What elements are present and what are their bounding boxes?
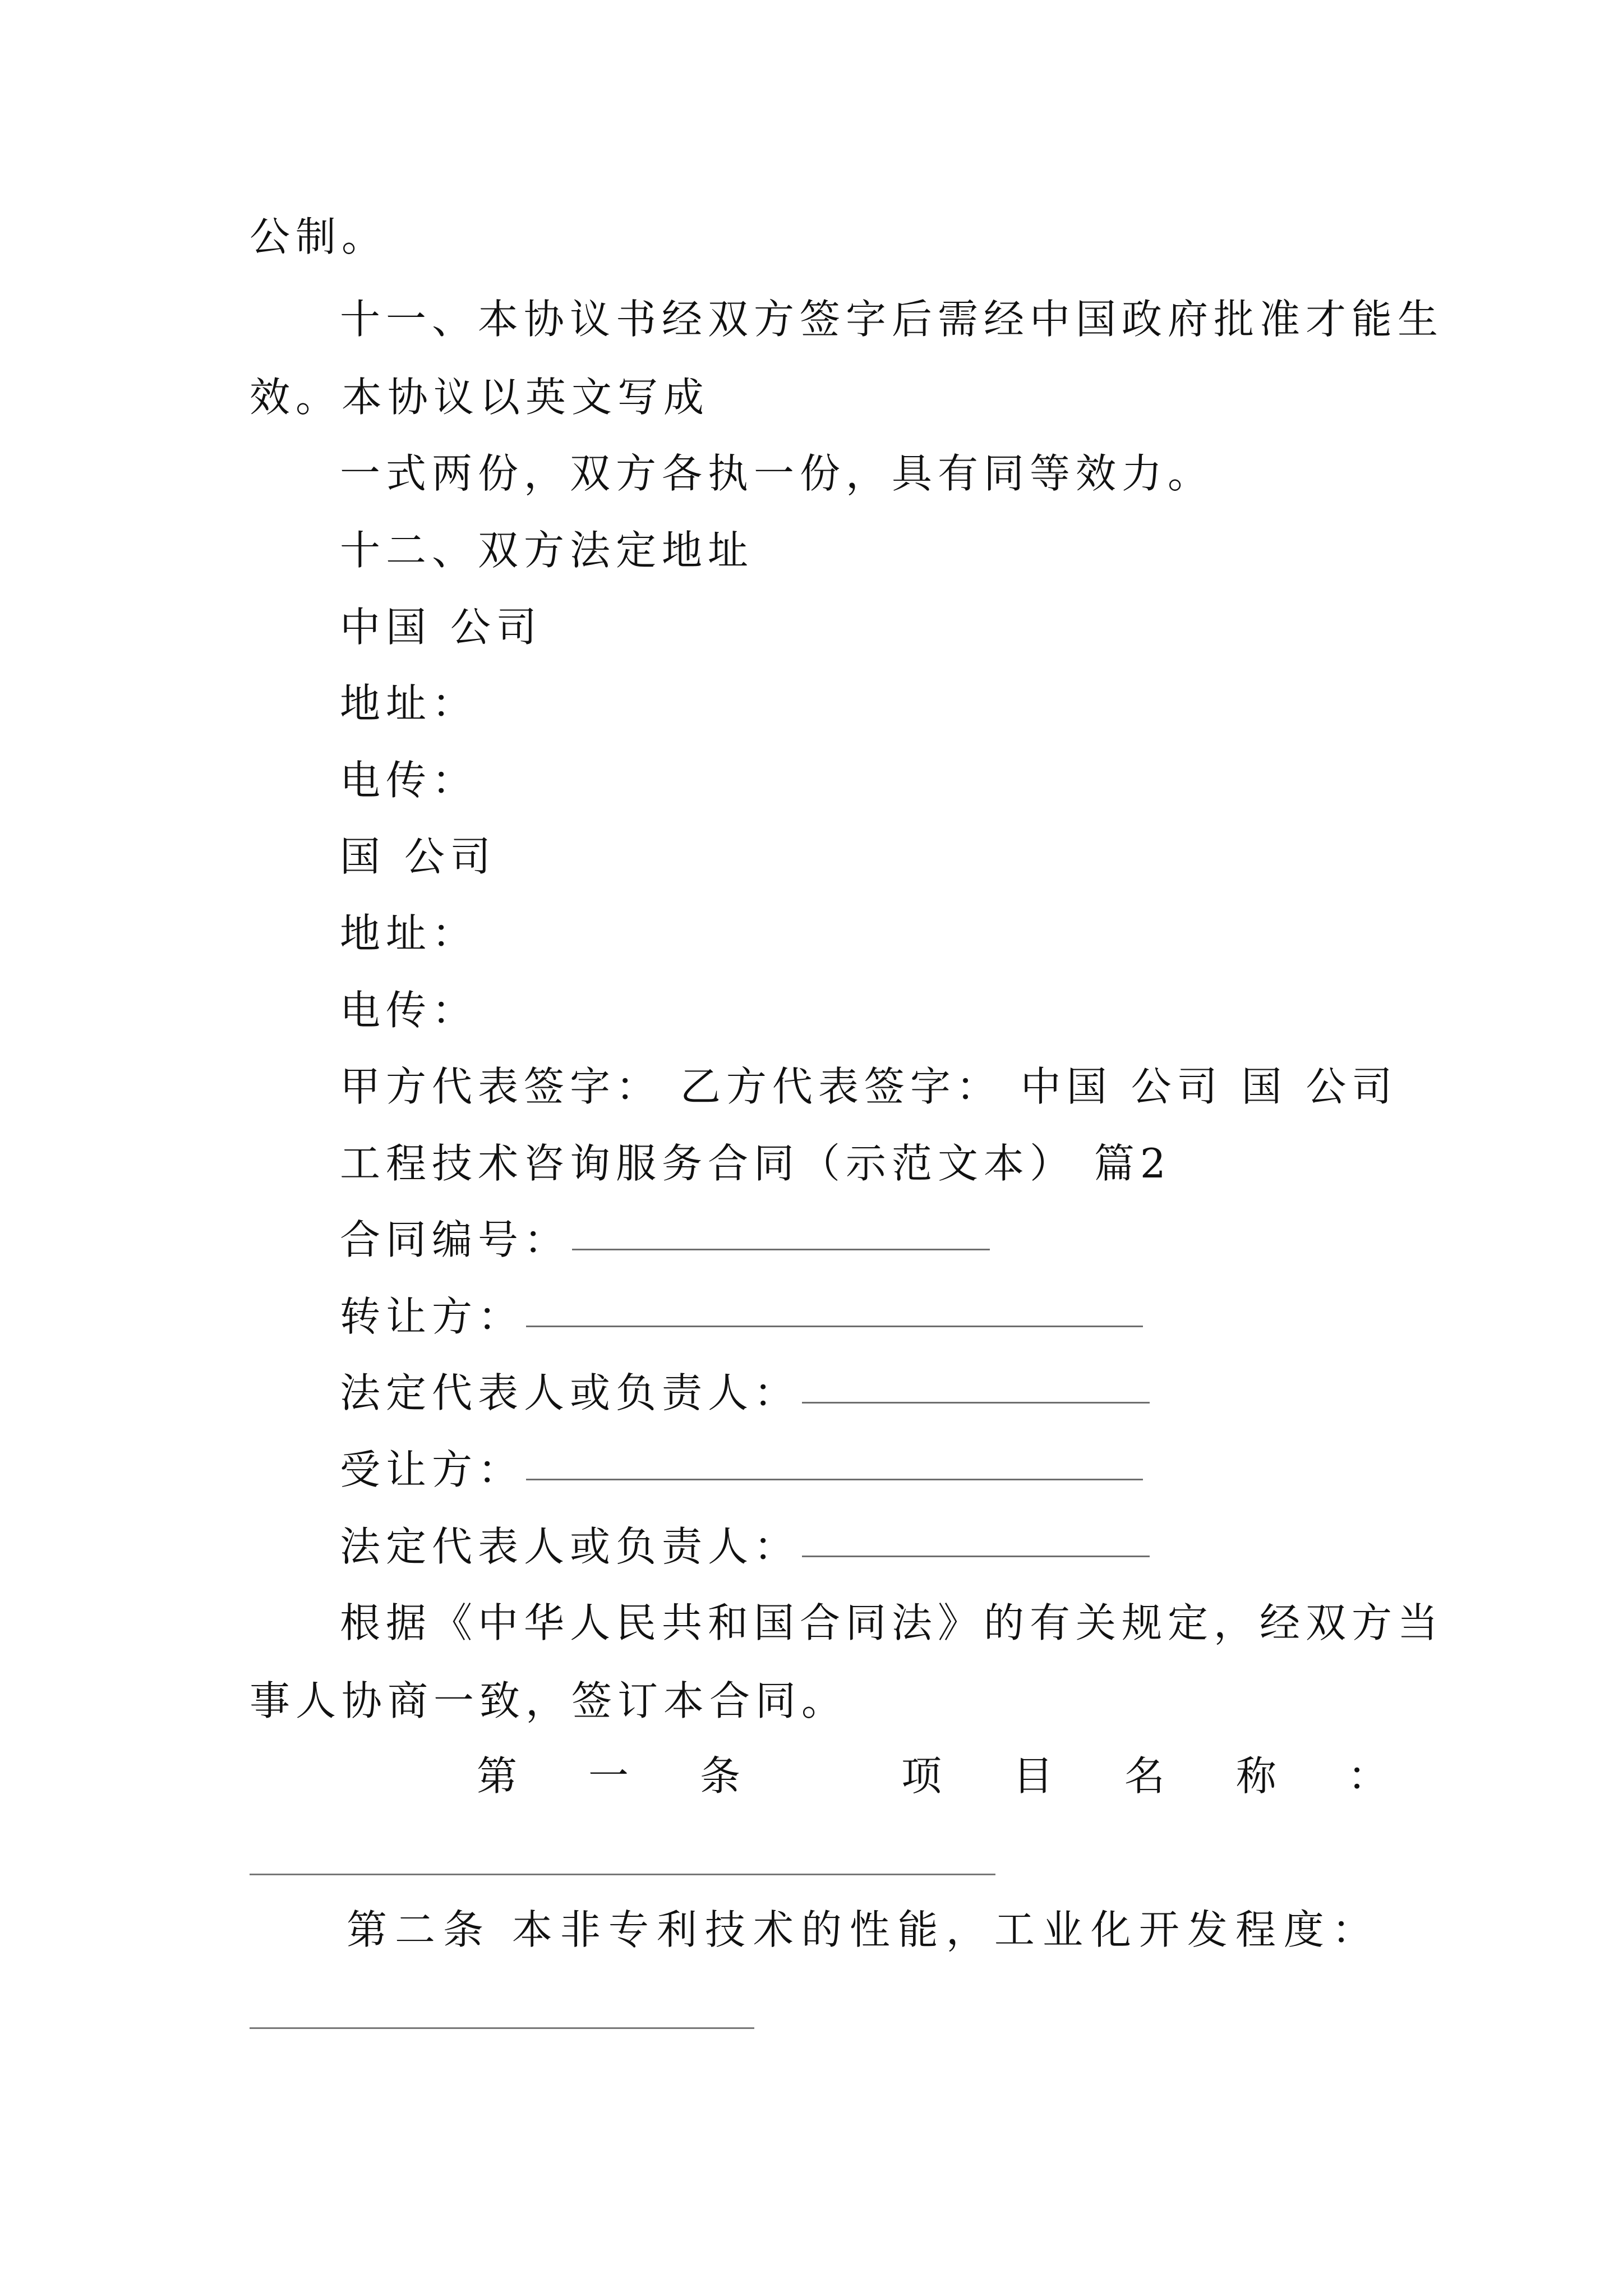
paragraph-line: 事人协商一致，签订本合同。 [250, 1677, 848, 1724]
text-line: 中国 公司 [340, 604, 542, 651]
transferor-field [340, 1293, 1143, 1340]
contract-number-field [340, 1216, 990, 1263]
transferee-representative-field [340, 1523, 1150, 1570]
field-label: 法定代表人或负责人： [340, 1369, 800, 1416]
text-line: 甲方代表签字： 乙方代表签字： 中国 公司 国 公司 [340, 1063, 1398, 1110]
field-label: 法定代表人或负责人： [340, 1523, 800, 1570]
field-label: 转让方： [340, 1293, 524, 1340]
transferee-field [340, 1446, 1143, 1493]
article-char: 条 [699, 1752, 740, 1800]
article-1-heading [250, 1752, 1388, 1800]
article-2-line: 第二条 本非专利技术的性能，工业化开发程度： [347, 1906, 1380, 1953]
article-char: 目 [1012, 1752, 1053, 1800]
text-line: 电传： [340, 757, 478, 804]
text-line: 一式两份，双方各执一份，具有同等效力。 [340, 450, 1214, 497]
text-line: 公制。 [250, 213, 388, 260]
blank-line [572, 1249, 990, 1250]
text-line: 十一、本协议书经双方签字后需经中国政府批准才能生 [340, 296, 1444, 343]
field-label: 合同编号： [340, 1216, 570, 1263]
text-line: 十二、双方法定地址 [340, 527, 754, 574]
text-line: 地址： [340, 910, 478, 957]
article-char: 一 [588, 1752, 629, 1800]
blank-line [250, 1874, 995, 1875]
blank-line [802, 1402, 1150, 1404]
article-char: 称 [1235, 1752, 1276, 1800]
article-char: 名 [1124, 1752, 1165, 1800]
text-line: 地址： [340, 680, 478, 727]
text-line: 工程技术咨询服务合同（示范文本） 篇2 [340, 1140, 1172, 1187]
article-char: 第 [477, 1752, 518, 1800]
text-line: 电传： [340, 987, 478, 1034]
blank-line [250, 2027, 754, 2029]
text-line: 效。本协议以英文写成 [250, 374, 710, 421]
field-label: 受让方： [340, 1446, 524, 1493]
article-char: 项 [901, 1752, 942, 1800]
article-char: ： [1347, 1752, 1388, 1800]
blank-line [802, 1556, 1150, 1557]
paragraph-line: 根据《中华人民共和国合同法》的有关规定，经双方当 [340, 1599, 1444, 1646]
blank-line [526, 1479, 1143, 1480]
transferor-representative-field [340, 1369, 1150, 1416]
blank-line [526, 1326, 1143, 1327]
text-line: 国 公司 [340, 833, 496, 880]
